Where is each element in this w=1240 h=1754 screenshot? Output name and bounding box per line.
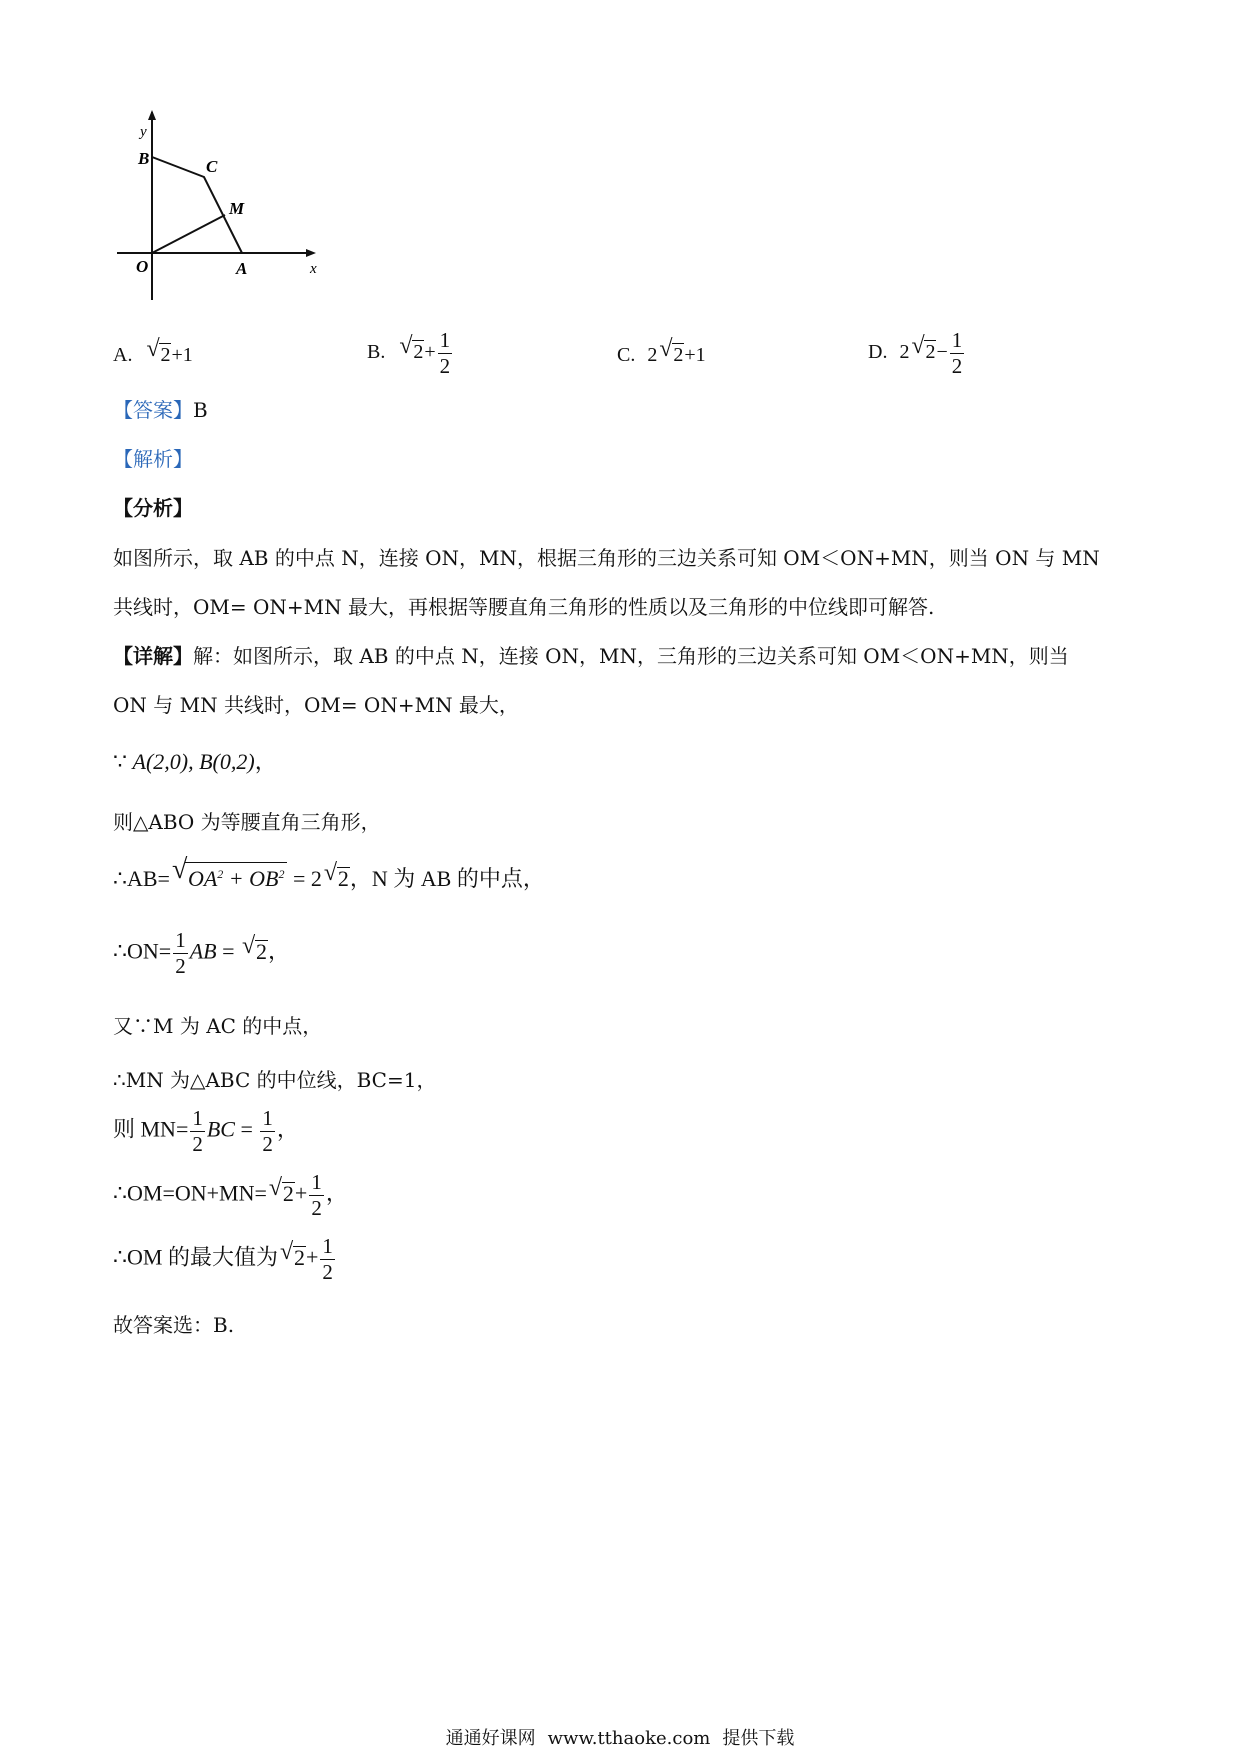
x-axis-arrow bbox=[306, 249, 316, 257]
y-axis-arrow bbox=[148, 110, 156, 120]
footer-site: 通通好课网 bbox=[445, 1728, 536, 1749]
because-symbol: ∵ bbox=[113, 749, 127, 774]
segment-om bbox=[152, 215, 225, 253]
label-a: A bbox=[236, 259, 248, 278]
label-x: x bbox=[310, 261, 317, 277]
label-m: M bbox=[229, 199, 245, 218]
answer-value: B bbox=[193, 398, 208, 422]
step-mn-mid: ∴MN 为△ABC 的中位线，BC=1， bbox=[113, 1068, 437, 1092]
option-b-label: B. bbox=[367, 341, 386, 364]
fenxi-line-1: 如图所示，取 AB 的中点 N，连接 ON，MN，根据三角形的三边关系可知 OM＜ON+MN，则当 ON 与 MN bbox=[113, 546, 1100, 570]
step-final: 故答案选：B. bbox=[113, 1313, 235, 1337]
step-coords: ∵ A(2,0), B(0,2)， bbox=[113, 749, 277, 774]
label-y: y bbox=[140, 124, 147, 140]
sqrt-symbol: √ 2 bbox=[146, 336, 171, 366]
sqrt-symbol: √ 2 bbox=[268, 1174, 294, 1206]
option-c-label: C. bbox=[617, 344, 636, 366]
step-ab: ∴AB= √ $OA^2 + OB^2 = 2$ √ 2，N 为 AB 的中点， bbox=[113, 862, 545, 894]
option-a[interactable]: A. √ 2+1 bbox=[113, 340, 193, 370]
sqrt-symbol: √ 2 bbox=[911, 333, 936, 364]
option-b[interactable]: B. √ 2+ $\frac{1}{2}$ bbox=[367, 328, 451, 378]
fraction: $\frac{1}{2}$ bbox=[262, 1106, 273, 1156]
answer-tag: 【答案】 bbox=[113, 398, 193, 422]
sqrt-symbol: √ $OA^2 + OB^2$ bbox=[172, 862, 288, 894]
label-b: B bbox=[138, 149, 150, 168]
fenxi-tag: 【分析】 bbox=[113, 496, 193, 520]
option-a-label: A. bbox=[113, 344, 133, 366]
step-max: ∴OM 的最大值为 √ 2+ $\frac{1}{2}$ bbox=[113, 1234, 333, 1284]
fraction: $\frac{1}{2}$ bbox=[322, 1234, 333, 1284]
sqrt-symbol: √ 2 bbox=[659, 336, 684, 366]
fraction: $\frac{1}{2}$ bbox=[439, 328, 451, 378]
step-triangle: 则△ABO 为等腰直角三角形， bbox=[113, 810, 381, 834]
page-footer bbox=[0, 1727, 1240, 1751]
fraction: $\frac{1}{2}$ bbox=[311, 1170, 322, 1220]
sqrt-symbol: √ 2 bbox=[279, 1238, 305, 1270]
option-c[interactable]: C. 2 √ 2+1 bbox=[617, 340, 706, 370]
fraction: $\frac{1}{2}$ bbox=[175, 928, 186, 978]
option-d-label: D. bbox=[868, 341, 888, 364]
sqrt-symbol: √ 2 bbox=[399, 333, 424, 364]
footer-note: 提供下载 bbox=[722, 1728, 795, 1749]
label-c: C bbox=[206, 157, 218, 176]
step-mn: 则 MN= $\frac{1}{2}$ BC = $\frac{1}{2}$ ， bbox=[113, 1106, 299, 1156]
label-o: O bbox=[136, 257, 149, 276]
fraction: $\frac{1}{2}$ bbox=[951, 328, 963, 378]
detail-line-1: 【详解】解：如图所示，取 AB 的中点 N，连接 ON，MN，三角形的三边关系可知 OM＜ON+MN，则当 bbox=[113, 644, 1069, 668]
footer-url[interactable]: www.tthaoke.com bbox=[547, 1728, 711, 1749]
step-m-mid: 又∵M 为 AC 的中点， bbox=[113, 1014, 323, 1038]
step-on: ∴ON= $\frac{1}{2}$ AB = √ 2， bbox=[113, 928, 291, 978]
sqrt-symbol: √ 2 bbox=[242, 932, 267, 964]
fenxi-line-2: 共线时，OM= ON+MN 最大，再根据等腰直角三角形的性质以及三角形的中位线即可解答. bbox=[113, 595, 935, 619]
detail-line-2: ON 与 MN 共线时，OM= ON+MN 最大， bbox=[113, 693, 519, 717]
analysis-tag: 【解析】 bbox=[113, 447, 193, 471]
sqrt-symbol: √ 2 bbox=[323, 860, 349, 891]
answer-line bbox=[113, 395, 208, 425]
step-om: ∴OM=ON+MN= √ 2+ $\frac{1}{2}$ ， bbox=[113, 1170, 348, 1220]
detail-tag: 【详解】 bbox=[113, 644, 193, 668]
option-d[interactable]: D. 2 √ 2− $\frac{1}{2}$ bbox=[868, 328, 963, 378]
coordinate-figure bbox=[112, 110, 342, 310]
fraction: $\frac{1}{2}$ bbox=[192, 1106, 203, 1156]
